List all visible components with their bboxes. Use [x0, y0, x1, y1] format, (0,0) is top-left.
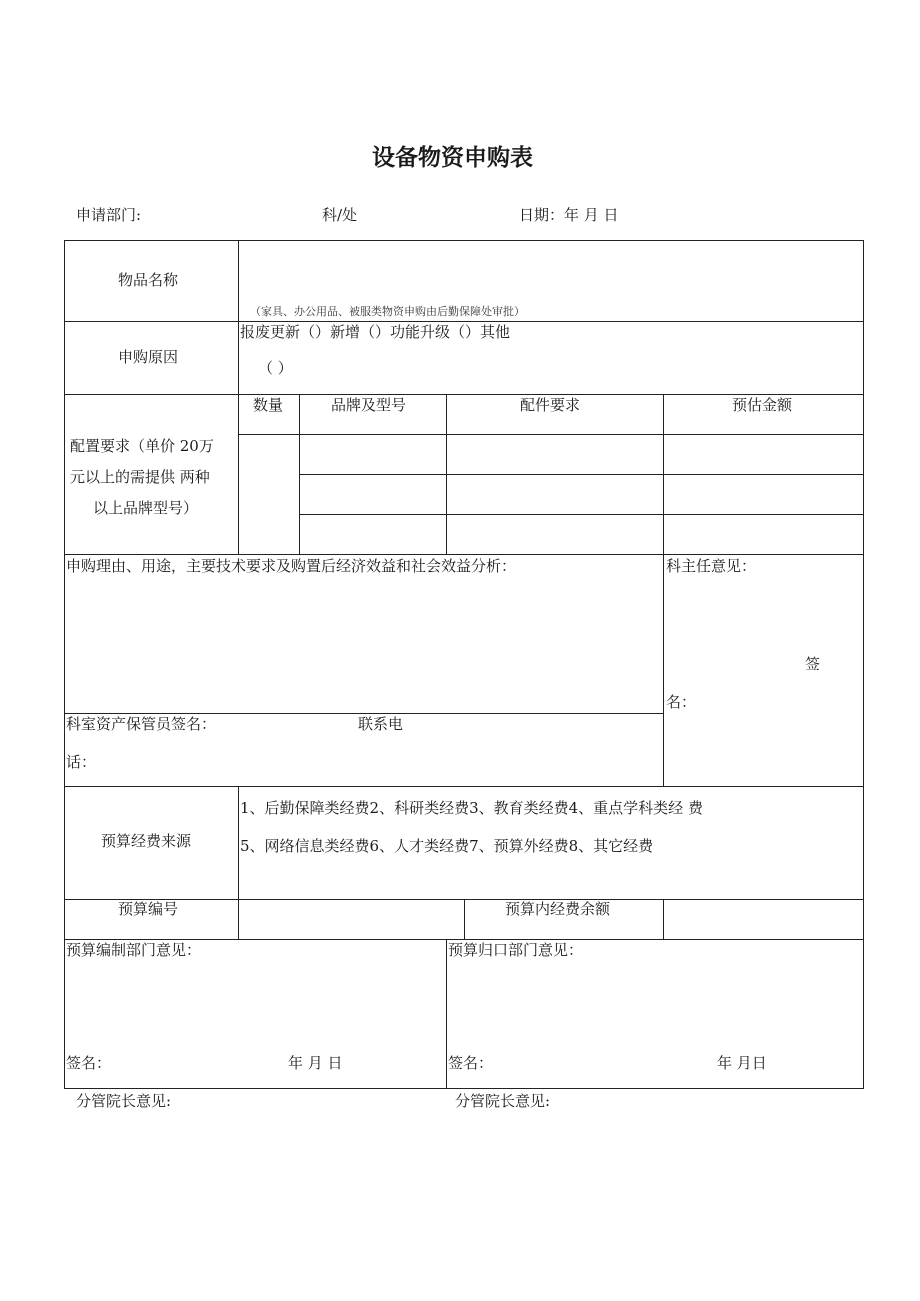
- director-sign-part2: 名：: [666, 693, 697, 711]
- purchase-reason-other-paren: （ ）: [258, 359, 293, 377]
- director-sign-part1: 签: [805, 655, 821, 673]
- analysis-label: 申购理由、用途，主要技术要求及购置后经济效益和社会效益分析：: [66, 557, 517, 575]
- config-label-line2: 元以上的需提供 两种: [70, 468, 210, 486]
- office-suffix: 科/处: [322, 206, 358, 224]
- custodian-phone-part1: 联系电: [358, 715, 404, 733]
- director-opinion-label: 科主任意见：: [666, 557, 757, 575]
- custodian-phone-part2: 话：: [66, 753, 97, 771]
- column-estimated-amount: 预估金额: [732, 396, 793, 414]
- form-title: 设备物资申购表: [372, 145, 533, 171]
- vp-opinion-right: 分管院长意见:: [455, 1092, 551, 1110]
- department-label: 申请部门:: [76, 206, 142, 224]
- budget-source-label: 预算经费来源: [101, 832, 192, 850]
- config-label-line1: 配置要求（单价 20万: [70, 437, 214, 455]
- budget-owner-sign-label: 签名：: [448, 1054, 494, 1072]
- budget-owner-opinion-label: 预算归口部门意见：: [448, 941, 584, 959]
- date-label: 日期：年 月 日: [519, 206, 619, 224]
- column-accessories: 配件要求: [520, 396, 581, 414]
- item-name-label: 物品名称: [118, 271, 179, 289]
- custodian-sign-label: 科室资产保管员签名：: [66, 715, 217, 733]
- column-quantity: 数量: [253, 396, 284, 414]
- purchase-reason-options: 报废更新（）新增（）功能升级（）其他: [240, 323, 511, 341]
- budget-dept-date: 年 月 日: [288, 1054, 343, 1072]
- budget-owner-date: 年 月日: [717, 1054, 767, 1072]
- budget-balance-label: 预算内经费余额: [505, 900, 611, 918]
- budget-source-line2: 5、网络信息类经费6、人才类经费7、预算外经费8、其它经费: [240, 837, 654, 855]
- column-brand-model: 品牌及型号: [331, 396, 407, 414]
- vp-opinion-left: 分管院长意见:: [76, 1092, 172, 1110]
- budget-dept-opinion-label: 预算编制部门意见：: [66, 941, 202, 959]
- config-label-line3: 以上品牌型号）: [93, 499, 199, 517]
- budget-dept-sign-label: 签名：: [66, 1054, 112, 1072]
- purchase-reason-label: 申购原因: [118, 348, 179, 366]
- item-note: （家具、办公用品、被服类物资申购由后勤保障处审批）: [250, 305, 525, 318]
- budget-source-line1: 1、后勤保障类经费2、科研类经费3、教育类经费4、重点学科类经 费: [240, 799, 703, 817]
- budget-number-label: 预算编号: [118, 900, 179, 918]
